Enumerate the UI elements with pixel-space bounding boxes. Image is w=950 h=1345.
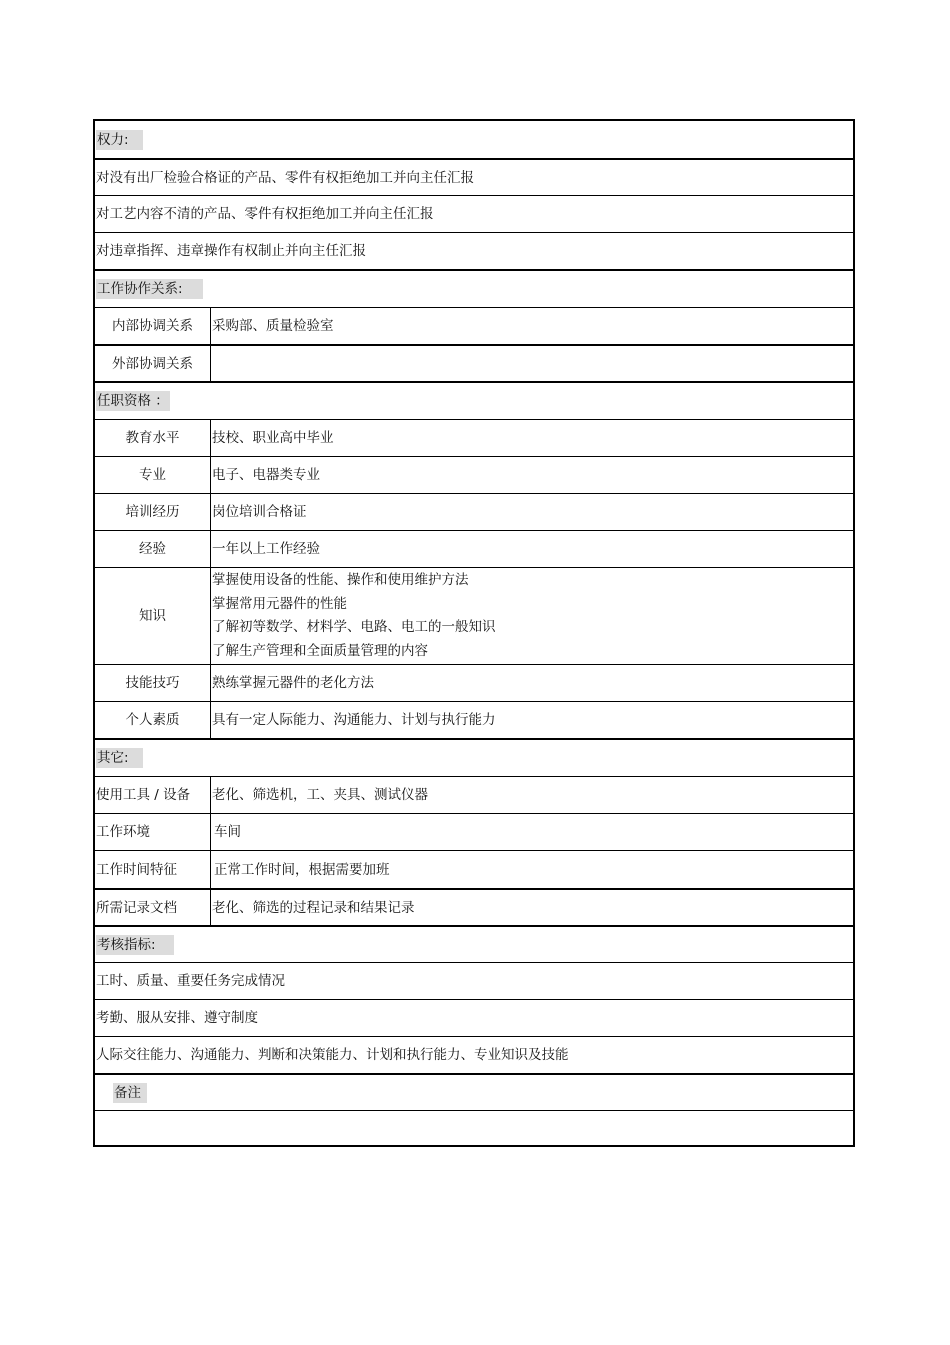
- qualification-label: 技能技巧: [95, 665, 211, 701]
- qualification-header: 任职资格 ：: [97, 393, 169, 409]
- authority-item-row: [95, 158, 853, 195]
- cooperation-header: 工作协作关系:: [96, 279, 203, 299]
- qualification-row: [95, 664, 853, 701]
- qualification-label: 培训经历: [95, 494, 211, 530]
- qualification-value: 电子、电器类专业: [212, 467, 320, 483]
- knowledge-row: [95, 567, 853, 664]
- qualification-row: [95, 530, 853, 567]
- remarks-value: [95, 1111, 853, 1145]
- cooperation-row: [95, 344, 853, 381]
- qualification-row: [95, 456, 853, 493]
- authority-item-row: [95, 195, 853, 232]
- other-label: 使用工具 / 设备: [95, 777, 211, 813]
- other-row: [95, 888, 853, 925]
- other-label: 工作环境: [95, 814, 211, 850]
- assessment-item-row: [95, 962, 853, 999]
- authority-item-row: [95, 232, 853, 269]
- authority-header-row: [95, 121, 853, 158]
- knowledge-line: 掌握常用元器件的性能: [212, 595, 347, 612]
- other-value: 车间: [214, 824, 241, 840]
- remarks-header-row: [95, 1073, 853, 1110]
- other-value: 老化、筛选机，工、夹具、测试仪器: [212, 787, 428, 803]
- knowledge-value: [211, 568, 853, 664]
- cooperation-row: [95, 307, 853, 344]
- other-header-row: [95, 738, 853, 776]
- qualification-label: 教育水平: [95, 420, 211, 456]
- assessment-item: 人际交往能力、沟通能力、判断和决策能力、计划和执行能力、专业知识及技能: [96, 1047, 569, 1063]
- cooperation-value: 采购部、质量检验室: [212, 318, 334, 334]
- qualification-row: [95, 419, 853, 456]
- other-value: 老化、筛选的过程记录和结果记录: [212, 899, 415, 916]
- assessment-header-row: [95, 925, 853, 962]
- assessment-item-row: [95, 1036, 853, 1073]
- assessment-item: 工时、质量、重要任务完成情况: [96, 973, 285, 989]
- qualification-label: 专业: [95, 457, 211, 493]
- other-value: 正常工作时间，根据需要加班: [214, 861, 390, 878]
- assessment-item: 考勤、服从安排、遵守制度: [96, 1010, 258, 1026]
- knowledge-line: 了解生产管理和全面质量管理的内容: [212, 642, 428, 659]
- qualification-value: 岗位培训合格证: [212, 504, 307, 520]
- cooperation-value: [211, 346, 853, 381]
- job-description-table: [93, 119, 855, 1147]
- qualification-label: 经验: [95, 531, 211, 567]
- other-row: [95, 813, 853, 850]
- other-row: [95, 776, 853, 813]
- knowledge-label: 知识: [95, 568, 211, 664]
- qualification-value: 具有一定人际能力、沟通能力、计划与执行能力: [212, 712, 496, 728]
- knowledge-line: 了解初等数学、材料学、电路、电工的一般知识: [212, 619, 496, 635]
- qualification-row: [95, 493, 853, 530]
- authority-item: 对没有出厂检验合格证的产品、零件有权拒绝加工并向主任汇报: [96, 169, 474, 186]
- other-header: 其它:: [96, 748, 143, 768]
- authority-header: 权力:: [96, 130, 143, 150]
- qualification-header-row: [95, 381, 853, 419]
- knowledge-line: 掌握使用设备的性能、操作和使用维护方法: [212, 572, 469, 588]
- assessment-item-row: [95, 999, 853, 1036]
- cooperation-header-row: [95, 269, 853, 307]
- authority-item: 对工艺内容不清的产品、零件有权拒绝加工并向主任汇报: [96, 206, 434, 222]
- qualification-row: [95, 701, 853, 738]
- remarks-header: 备注: [113, 1083, 147, 1103]
- other-label: 工作时间特征: [95, 851, 211, 888]
- qualification-value: 一年以上工作经验: [212, 541, 320, 557]
- other-row: [95, 850, 853, 888]
- qualification-value: 熟练掌握元器件的老化方法: [212, 675, 374, 691]
- remarks-row: [95, 1110, 853, 1145]
- other-label: 所需记录文档: [95, 890, 211, 925]
- cooperation-label: 内部协调关系: [95, 308, 211, 344]
- cooperation-label: 外部协调关系: [95, 346, 211, 381]
- qualification-label: 个人素质: [95, 702, 211, 738]
- assessment-header: 考核指标:: [96, 935, 174, 955]
- qualification-value: 技校、职业高中毕业: [212, 430, 334, 446]
- authority-item: 对违章指挥、违章操作有权制止并向主任汇报: [96, 243, 366, 259]
